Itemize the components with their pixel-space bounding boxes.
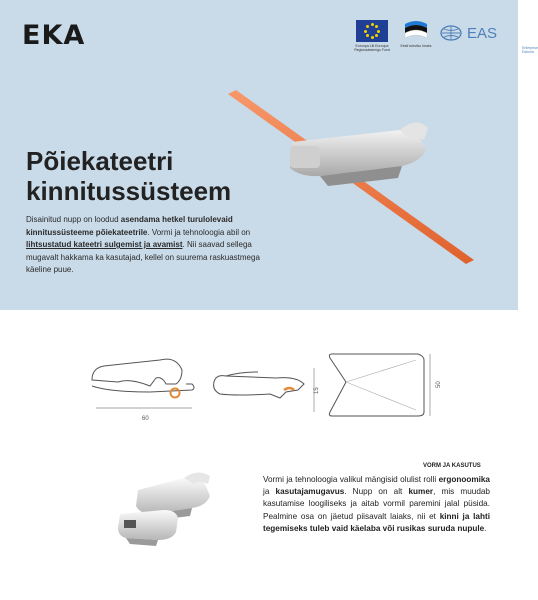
- tube-section-1: [171, 389, 180, 398]
- intro-run: lihtsustatud kateetri sulgemist ja avamist: [26, 240, 183, 249]
- desc-run: kinni ja lahti tegemiseks tuleb vaid käelaba või rusikas suruda nupule: [263, 511, 490, 533]
- desc-run: ergonoomika: [438, 475, 490, 484]
- estonia-caption: Eesti tuleviku heaks: [400, 44, 432, 48]
- product-photos: [118, 462, 258, 552]
- side-view-drawing: [92, 359, 194, 408]
- desc-run: .: [484, 523, 487, 533]
- intro-run: asendama hetkel turulolevaid kinnitussüsteeme põiekateetrile: [26, 215, 233, 237]
- eka-logo: EKA: [22, 20, 86, 51]
- desc-run: . Nupp on alt: [344, 487, 409, 497]
- eu-logo: [352, 20, 392, 52]
- eas-globe-icon: [440, 24, 464, 42]
- desc-run: , mis muudab kasutamise loogiliseks ja aitab vormil paremini jalal püsida. Pealmine osa on jäetud piisavalt laiaks, nii et: [263, 487, 490, 521]
- photo-clip-angle: [118, 510, 178, 546]
- intro-run: . Vormi ja tehnoloogia abil on: [147, 227, 251, 237]
- section-paragraph: [263, 474, 490, 535]
- estonia-flag-icon: [403, 20, 429, 42]
- eas-logo: [440, 20, 538, 54]
- dim-width: 50: [436, 381, 442, 388]
- desc-run: kumer: [408, 487, 434, 497]
- title-line-2: kinnitussüsteem: [26, 176, 232, 206]
- eu-caption: Euroopa Liit Euroopa Regionaalarengu Fond: [354, 44, 390, 52]
- eas-label: EAS: [467, 24, 498, 42]
- estonia-logo: [398, 20, 434, 48]
- intro-run: Disainitud nupp on loodud: [26, 215, 121, 224]
- title-line-1: Põiekateetri: [26, 146, 174, 176]
- intro-run: . Nii saavad sellega mugavalt hakkama ka kasutajad, kellel on suurema raskuastmega käeline puue.: [26, 240, 260, 274]
- closed-view-drawing: [214, 372, 304, 398]
- eas-sub: Enterprise Estonia: [522, 46, 538, 54]
- sponsor-logos: [352, 20, 538, 54]
- desc-run: Vormi ja tehnoloogia valikul mängisid olulist rolli: [263, 475, 439, 484]
- eu-flag-icon: [356, 20, 388, 42]
- intro-paragraph: [26, 214, 260, 277]
- clip-end: [290, 146, 320, 168]
- technical-drawings: [0, 320, 518, 440]
- product-render: [220, 80, 518, 280]
- page-title: [26, 146, 231, 206]
- dim-length: 60: [142, 416, 149, 422]
- desc-run: kasutajamugavus: [275, 487, 345, 497]
- dim-height: 15: [314, 387, 320, 394]
- tube-section-2: [284, 388, 294, 390]
- desc-run: ja: [263, 487, 276, 497]
- top-view-drawing: [329, 354, 424, 416]
- section-heading: VORM JA KASUTUS: [423, 463, 481, 469]
